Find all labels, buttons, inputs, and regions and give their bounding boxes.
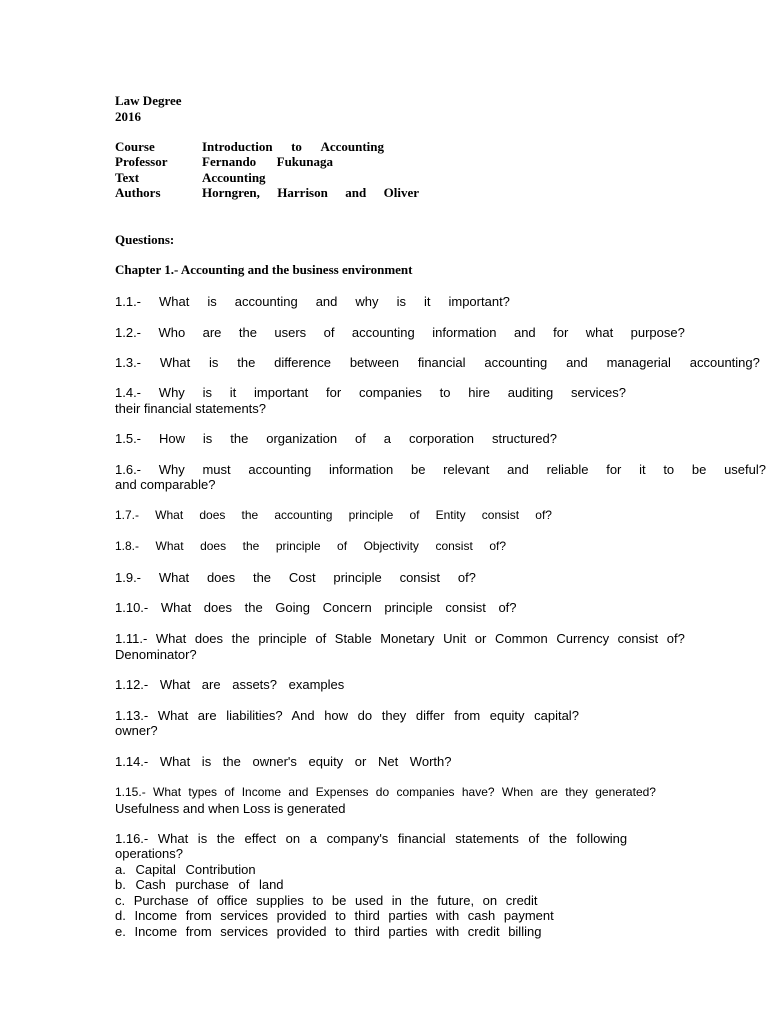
question-1-8: 1.8.- What does the principle of Objectivity consist of? xyxy=(115,539,506,553)
question-1-12: 1.12.- What are assets? examples xyxy=(115,677,345,692)
question-1-5: 1.5.- How is the organization of a corporation structured? xyxy=(115,431,557,446)
meta-label: Text xyxy=(115,170,140,185)
meta-label: Course xyxy=(115,139,155,154)
question-1-1: 1.1.- What is accounting and why is it important? xyxy=(115,294,510,309)
meta-word: Introduction xyxy=(202,139,273,154)
header-year: 2016 xyxy=(115,109,141,124)
operation-b: b. Cash purchase of land xyxy=(115,877,284,892)
meta-word: Harrison xyxy=(277,185,328,200)
question-1-11: 1.11.- What does the principle of Stable Monetary Unit or Common Currency consist of? xyxy=(115,631,685,646)
question-1-4-cont: their financial statements? xyxy=(115,401,267,416)
question-1-15: 1.15.- What types of Income and Expenses do companies have? When are they generated? xyxy=(115,785,656,799)
operation-c: c. Purchase of office supplies to be used in the future, on credit xyxy=(115,893,538,908)
meta-value: Accounting xyxy=(202,170,266,185)
meta-word: and xyxy=(345,185,367,200)
operation-a: a. Capital Contribution xyxy=(115,862,256,877)
questions-heading: Questions: xyxy=(115,232,175,247)
meta-label: Professor xyxy=(115,154,168,169)
question-1-13: 1.13.- What are liabilities? And how do they differ from equity capital? xyxy=(115,708,579,723)
question-1-15-cont: Usefulness and when Loss is generated xyxy=(115,801,346,816)
question-1-2: 1.2.- Who are the users of accounting information and for what purpose? xyxy=(115,325,685,340)
meta-word: Oliver xyxy=(383,185,419,200)
question-1-4: 1.4.- Why is it important for companies to hire auditing services? xyxy=(115,385,626,400)
meta-word: Horngren, xyxy=(202,185,260,200)
meta-text xyxy=(115,170,266,185)
question-1-14: 1.14.- What is the owner's equity or Net Worth? xyxy=(115,754,452,769)
question-1-3: 1.3.- What is the difference between financial accounting and managerial accounting? xyxy=(115,355,760,370)
meta-course xyxy=(115,139,384,154)
question-1-16-cont: operations? xyxy=(115,846,183,861)
question-1-9: 1.9.- What does the Cost principle consist of? xyxy=(115,570,476,585)
question-1-13-cont: owner? xyxy=(115,723,158,738)
question-1-7: 1.7.- What does the accounting principle of Entity consist of? xyxy=(115,508,552,522)
meta-word: to xyxy=(291,139,302,154)
question-1-6: 1.6.- Why must accounting information be relevant and reliable for it to be useful? xyxy=(115,462,766,477)
meta-value xyxy=(202,139,384,154)
question-1-6-cont: and comparable? xyxy=(115,477,216,492)
chapter-heading: Chapter 1.- Accounting and the business environment xyxy=(115,262,413,277)
operation-e: e. Income from services provided to third parties with credit billing xyxy=(115,924,542,939)
meta-word: Fernando xyxy=(202,154,257,169)
meta-value xyxy=(202,185,419,200)
meta-authors xyxy=(115,185,419,200)
operation-d: d. Income from services provided to third parties with cash payment xyxy=(115,908,554,923)
meta-word: Accounting xyxy=(320,139,384,154)
question-1-16: 1.16.- What is the effect on a company's financial statements of the following xyxy=(115,831,628,846)
question-1-10: 1.10.- What does the Going Concern principle consist of? xyxy=(115,600,517,615)
meta-word: Fukunaga xyxy=(276,154,333,169)
header-degree: Law Degree xyxy=(115,93,182,108)
question-1-11-cont: Denominator? xyxy=(115,647,197,662)
meta-professor xyxy=(115,154,333,169)
meta-label: Authors xyxy=(115,185,161,200)
meta-value xyxy=(202,154,333,169)
